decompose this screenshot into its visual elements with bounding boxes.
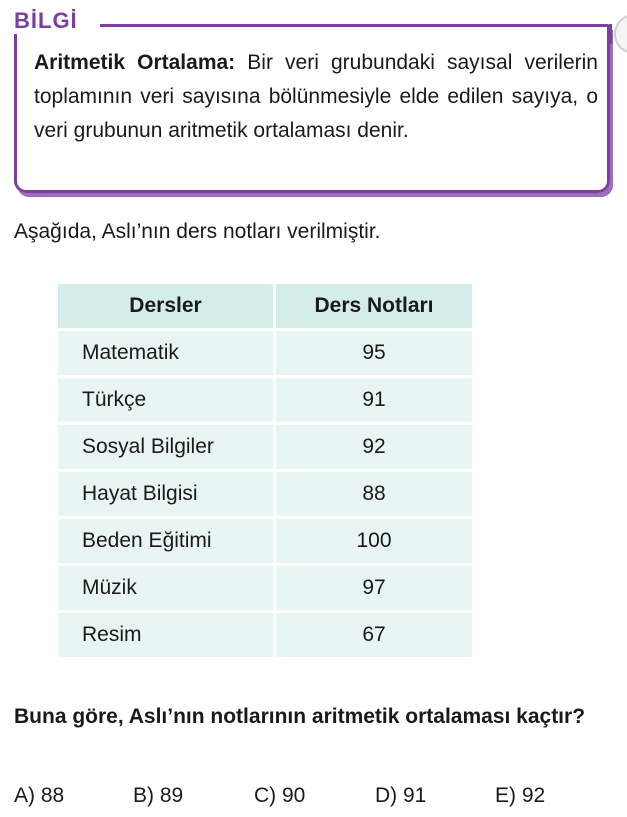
info-definition: Bir veri grubundaki sayısal verilerin toplamının veri sayısına bölünmesiyle elde edilen sayıya, o veri grubunun aritmetik ortalaması denir. xyxy=(34,51,598,142)
table-cell-subject: Resim xyxy=(58,612,275,658)
table-header-grades: Ders Notları xyxy=(275,284,473,330)
option-c[interactable]: C) 90 xyxy=(254,784,306,807)
info-text xyxy=(34,46,598,148)
option-d[interactable]: D) 91 xyxy=(375,784,427,807)
option-b[interactable]: B) 89 xyxy=(133,784,184,807)
table-row xyxy=(58,330,472,377)
table-row xyxy=(58,471,472,518)
table-cell-subject: Müzik xyxy=(58,565,275,612)
table-row xyxy=(58,612,472,658)
info-box-corner xyxy=(609,24,612,44)
table-cell-subject: Beden Eğitimi xyxy=(58,518,275,565)
table-cell-grade: 67 xyxy=(275,612,473,658)
info-label: BİLGİ xyxy=(14,8,88,34)
table-cell-grade: 92 xyxy=(275,424,473,471)
intro-text: Aşağıda, Aslı’nın ders notları verilmiştir. xyxy=(14,220,381,243)
table-cell-grade: 95 xyxy=(275,330,473,377)
table-cell-subject: Matematik xyxy=(58,330,275,377)
table-row xyxy=(58,424,472,471)
option-e[interactable]: E) 92 xyxy=(495,784,546,807)
table-header-subjects: Dersler xyxy=(58,284,275,330)
info-term: Aritmetik Ortalama: xyxy=(34,51,236,74)
table-row xyxy=(58,518,472,565)
table-cell-grade: 91 xyxy=(275,377,473,424)
grades-table xyxy=(58,284,472,657)
table-cell-subject: Sosyal Bilgiler xyxy=(58,424,275,471)
table-cell-subject: Türkçe xyxy=(58,377,275,424)
table-cell-subject: Hayat Bilgisi xyxy=(58,471,275,518)
question-text: Buna göre, Aslı’nın notlarının aritmetik ortalaması kaçtır? xyxy=(14,705,586,728)
table-row xyxy=(58,565,472,612)
table-row xyxy=(58,377,472,424)
table-cell-grade: 88 xyxy=(275,471,473,518)
table-header-row xyxy=(58,284,472,330)
info-box-top-border xyxy=(100,24,610,27)
option-a[interactable]: A) 88 xyxy=(14,784,65,807)
page-edge-circle xyxy=(614,14,627,54)
table-cell-grade: 97 xyxy=(275,565,473,612)
table-cell-grade: 100 xyxy=(275,518,473,565)
